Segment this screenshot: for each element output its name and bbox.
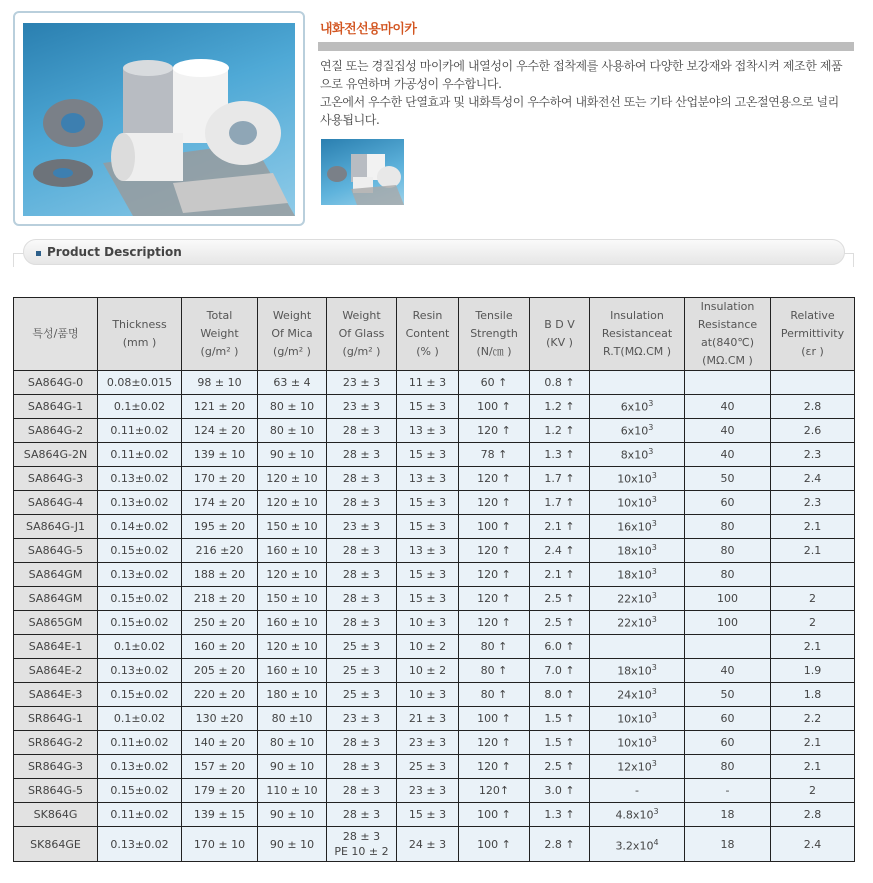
- table-cell: 0.11±0.02: [98, 443, 182, 467]
- table-header-cell: [258, 298, 327, 371]
- table-cell: 1.5 ↑: [530, 731, 590, 755]
- table-cell: 63 ± 4: [258, 371, 327, 395]
- table-header-cell: [771, 298, 855, 371]
- table-cell: 0.15±0.02: [98, 539, 182, 563]
- table-cell: 80 ↑: [459, 683, 530, 707]
- table-cell: 120 ↑: [459, 467, 530, 491]
- table-cell: 130 ±20: [182, 707, 258, 731]
- table-cell: 120 ± 10: [258, 491, 327, 515]
- table-cell: 28 ± 3: [327, 587, 397, 611]
- table-cell: 25 ± 3: [327, 659, 397, 683]
- table-cell: 15 ± 3: [397, 491, 459, 515]
- table-cell: 50: [685, 467, 771, 491]
- table-cell: SA864G-2: [14, 419, 98, 443]
- table-body: [14, 371, 855, 862]
- table-cell: [685, 635, 771, 659]
- table-cell: 120 ↑: [459, 419, 530, 443]
- table-cell: 100 ↑: [459, 395, 530, 419]
- table-cell: 0.11±0.02: [98, 803, 182, 827]
- header-line: Thickness: [112, 318, 167, 331]
- table-cell: 139 ± 15: [182, 803, 258, 827]
- section-divider-left: [13, 253, 14, 267]
- table-cell: SA864G-0: [14, 371, 98, 395]
- table-cell: [771, 371, 855, 395]
- table-cell: 25 ± 3: [397, 755, 459, 779]
- table-cell: 6.0 ↑: [530, 635, 590, 659]
- table-cell: 25 ± 3: [327, 635, 397, 659]
- table-cell: 218 ± 20: [182, 587, 258, 611]
- table-cell: 2.6: [771, 419, 855, 443]
- table-cell: $12x10^3$: [590, 755, 685, 779]
- header-line: (g/m² ): [200, 345, 239, 358]
- table-cell: 2.1: [771, 515, 855, 539]
- table-cell: 160 ± 10: [258, 659, 327, 683]
- table-cell: 18: [685, 803, 771, 827]
- table-cell: 0.15±0.02: [98, 611, 182, 635]
- table-header-cell: [530, 298, 590, 371]
- table-cell: 0.1±0.02: [98, 395, 182, 419]
- table-cell: [685, 371, 771, 395]
- table-cell: 28 ± 3 PE 10 ± 2: [327, 827, 397, 862]
- table-cell: 160 ± 10: [258, 611, 327, 635]
- header-line: (KV ): [546, 336, 573, 349]
- table-cell: 160 ± 20: [182, 635, 258, 659]
- table-cell: 40: [685, 659, 771, 683]
- table-cell: $4.8x10^3$: [590, 803, 685, 827]
- table-cell: 10 ± 2: [397, 659, 459, 683]
- table-cell: 2.1: [771, 635, 855, 659]
- header-line: Of Glass: [338, 327, 385, 340]
- header-line: (g/m² ): [342, 345, 381, 358]
- table-row: [14, 587, 855, 611]
- table-cell: SK864GE: [14, 827, 98, 862]
- table-cell: 120 ↑: [459, 755, 530, 779]
- table-row: [14, 827, 855, 862]
- table-cell: 2.1: [771, 731, 855, 755]
- table-cell: 80: [685, 563, 771, 587]
- table-cell: 18: [685, 827, 771, 862]
- table-cell: -: [685, 779, 771, 803]
- table-cell: 0.13±0.02: [98, 491, 182, 515]
- table-cell: 0.13±0.02: [98, 755, 182, 779]
- table-cell: [771, 563, 855, 587]
- table-cell: 2: [771, 611, 855, 635]
- table-cell: 15 ± 3: [397, 395, 459, 419]
- table-row: [14, 707, 855, 731]
- header-line: R.T(MΩ.CM ): [602, 345, 672, 358]
- table-cell: 2.5 ↑: [530, 611, 590, 635]
- table-cell: $10x10^3$: [590, 731, 685, 755]
- table-cell: 1.7 ↑: [530, 491, 590, 515]
- table-row: [14, 419, 855, 443]
- table-cell: 90 ± 10: [258, 755, 327, 779]
- section-divider-right: [853, 253, 854, 267]
- table-cell: 21 ± 3: [397, 707, 459, 731]
- table-cell: 28 ± 3: [327, 419, 397, 443]
- table-cell: 2.4 ↑: [530, 539, 590, 563]
- table-cell: 28 ± 3: [327, 731, 397, 755]
- table-cell: SR864G-2: [14, 731, 98, 755]
- table-cell: 120↑: [459, 779, 530, 803]
- table-cell: 2.3: [771, 443, 855, 467]
- table-header-row: [14, 298, 855, 371]
- table-cell: 0.11±0.02: [98, 419, 182, 443]
- table-cell: 170 ± 10: [182, 827, 258, 862]
- header-line: Of Mica: [271, 327, 313, 340]
- table-cell: 180 ± 10: [258, 683, 327, 707]
- table-cell: 15 ± 3: [397, 587, 459, 611]
- table-cell: 15 ± 3: [397, 803, 459, 827]
- table-cell: 0.1±0.02: [98, 635, 182, 659]
- table-cell: 0.1±0.02: [98, 707, 182, 731]
- table-row: [14, 659, 855, 683]
- header-line: Weight: [200, 327, 239, 340]
- table-cell: 150 ± 10: [258, 515, 327, 539]
- table-cell: 2.2: [771, 707, 855, 731]
- table-cell: SA864E-2: [14, 659, 98, 683]
- table-cell: 150 ± 10: [258, 587, 327, 611]
- table-cell: 90 ± 10: [258, 827, 327, 862]
- table-header-cell: [98, 298, 182, 371]
- table-row: [14, 731, 855, 755]
- table-cell: 60: [685, 731, 771, 755]
- table-cell: 2.8: [771, 395, 855, 419]
- table-cell: 0.15±0.02: [98, 779, 182, 803]
- table-cell: 40: [685, 443, 771, 467]
- table-cell: 100 ↑: [459, 803, 530, 827]
- table-row: [14, 395, 855, 419]
- table-cell: $24x10^3$: [590, 683, 685, 707]
- table-cell: SR864G-5: [14, 779, 98, 803]
- header-line: Total: [206, 309, 233, 322]
- table-cell: 2.8: [771, 803, 855, 827]
- table-cell: 1.5 ↑: [530, 707, 590, 731]
- table-row: [14, 491, 855, 515]
- table-header-cell: [182, 298, 258, 371]
- table-cell: $8x10^3$: [590, 443, 685, 467]
- table-cell: 100 ↑: [459, 707, 530, 731]
- table-cell: 120 ↑: [459, 611, 530, 635]
- bullet-square-icon: [36, 251, 41, 256]
- table-header-cell: [397, 298, 459, 371]
- table-cell: 60: [685, 491, 771, 515]
- table-cell: 23 ± 3: [397, 779, 459, 803]
- table-cell: 2.1: [771, 539, 855, 563]
- table-cell: 80 ±10: [258, 707, 327, 731]
- table-cell: 15 ± 3: [397, 563, 459, 587]
- table-header-cell: [327, 298, 397, 371]
- table-cell: 10 ± 3: [397, 683, 459, 707]
- header-line: Weight: [342, 309, 381, 322]
- table-cell: 28 ± 3: [327, 491, 397, 515]
- table-cell: SR864G-1: [14, 707, 98, 731]
- table-cell: 28 ± 3: [327, 803, 397, 827]
- table-cell: 60 ↑: [459, 371, 530, 395]
- spec-table: [13, 297, 855, 862]
- table-cell: 28 ± 3: [327, 467, 397, 491]
- product-thumbnail[interactable]: [321, 139, 404, 205]
- table-cell: 25 ± 3: [327, 683, 397, 707]
- table-cell: 174 ± 20: [182, 491, 258, 515]
- table-cell: 120 ± 10: [258, 563, 327, 587]
- table-cell: 2.5 ↑: [530, 587, 590, 611]
- table-cell: 10 ± 2: [397, 635, 459, 659]
- table-cell: 80: [685, 515, 771, 539]
- table-cell: $6x10^3$: [590, 419, 685, 443]
- table-cell: 2.3: [771, 491, 855, 515]
- table-cell: 80: [685, 755, 771, 779]
- table-cell: 15 ± 3: [397, 443, 459, 467]
- table-cell: 2.4: [771, 827, 855, 862]
- table-cell: 124 ± 20: [182, 419, 258, 443]
- header-line: Resistanceat: [601, 327, 673, 340]
- header-line: Weight: [272, 309, 312, 322]
- table-cell: 2.1: [771, 755, 855, 779]
- table-row: [14, 563, 855, 587]
- table-cell: 11 ± 3: [397, 371, 459, 395]
- table-cell: SA864G-3: [14, 467, 98, 491]
- header-line: (εr ): [801, 345, 824, 358]
- table-cell: 28 ± 3: [327, 539, 397, 563]
- table-cell: 80 ↑: [459, 659, 530, 683]
- table-cell: 2.1 ↑: [530, 563, 590, 587]
- table-cell: 0.08±0.015: [98, 371, 182, 395]
- table-cell: 10 ± 3: [397, 611, 459, 635]
- table-cell: $10x10^3$: [590, 491, 685, 515]
- table-cell: 40: [685, 419, 771, 443]
- table-cell: SA864G-J1: [14, 515, 98, 539]
- table-cell: 23 ± 3: [327, 395, 397, 419]
- table-cell: 0.13±0.02: [98, 659, 182, 683]
- table-cell: 98 ± 10: [182, 371, 258, 395]
- table-cell: SA864GM: [14, 587, 98, 611]
- table-cell: $22x10^3$: [590, 587, 685, 611]
- table-cell: 80 ± 10: [258, 419, 327, 443]
- table-cell: 220 ± 20: [182, 683, 258, 707]
- table-cell: 0.13±0.02: [98, 827, 182, 862]
- table-row: [14, 635, 855, 659]
- table-cell: 120 ± 10: [258, 635, 327, 659]
- product-title: 내화전선용마이카: [320, 22, 417, 37]
- description-paragraph-2: 고온에서 우수한 단열효과 및 내화특성이 우수하여 내화전선 또는 기타 산업분야의 고온절연용으로 널리 사용됩니다.: [320, 95, 839, 127]
- table-cell: 250 ± 20: [182, 611, 258, 635]
- table-header-cell: [459, 298, 530, 371]
- table-row: [14, 371, 855, 395]
- header-line: Relative: [790, 309, 835, 322]
- table-cell: 13 ± 3: [397, 419, 459, 443]
- table-cell: SA864G-2N: [14, 443, 98, 467]
- header-line: Tensile: [475, 309, 513, 322]
- table-cell: 140 ± 20: [182, 731, 258, 755]
- section-header: [23, 239, 845, 265]
- table-header-cell: [14, 298, 98, 371]
- header-line: (g/m² ): [273, 345, 311, 358]
- product-photo: [23, 23, 295, 216]
- header-line: Resin: [412, 309, 443, 322]
- table-cell: $10x10^3$: [590, 707, 685, 731]
- table-cell: 100 ↑: [459, 515, 530, 539]
- header-line: (MΩ.CM ): [702, 354, 753, 367]
- table-row: [14, 515, 855, 539]
- header-line: 특성/품명: [32, 327, 79, 340]
- table-cell: SK864G: [14, 803, 98, 827]
- table-cell: 8.0 ↑: [530, 683, 590, 707]
- table-cell: 23 ± 3: [397, 731, 459, 755]
- table-cell: 120 ↑: [459, 539, 530, 563]
- table-cell: 205 ± 20: [182, 659, 258, 683]
- table-cell: $18x10^3$: [590, 563, 685, 587]
- table-header-cell: [590, 298, 685, 371]
- table-cell: 2.5 ↑: [530, 755, 590, 779]
- title-underline: [318, 42, 854, 51]
- table-cell: 7.0 ↑: [530, 659, 590, 683]
- header-line: B D V: [544, 318, 575, 331]
- table-row: [14, 443, 855, 467]
- header-line: Insulation: [700, 300, 755, 313]
- table-cell: SA864G-5: [14, 539, 98, 563]
- table-header-cell: [685, 298, 771, 371]
- table-row: [14, 539, 855, 563]
- table-row: [14, 779, 855, 803]
- header-line: Strength: [470, 327, 518, 340]
- table-cell: 40: [685, 395, 771, 419]
- table-row: [14, 611, 855, 635]
- table-row: [14, 803, 855, 827]
- table-cell: -: [590, 779, 685, 803]
- header-line: Resistance: [697, 318, 758, 331]
- table-cell: 24 ± 3: [397, 827, 459, 862]
- table-cell: SA864E-3: [14, 683, 98, 707]
- table-cell: 28 ± 3: [327, 443, 397, 467]
- table-cell: 23 ± 3: [327, 515, 397, 539]
- table-cell: 28 ± 3: [327, 779, 397, 803]
- table-cell: SA864GM: [14, 563, 98, 587]
- table-cell: [590, 635, 685, 659]
- table-cell: 139 ± 10: [182, 443, 258, 467]
- table-cell: 2.4: [771, 467, 855, 491]
- table-cell: 90 ± 10: [258, 803, 327, 827]
- table-cell: SA864G-4: [14, 491, 98, 515]
- header-line: (% ): [416, 345, 439, 358]
- table-cell: 100 ↑: [459, 827, 530, 862]
- table-cell: SA865GM: [14, 611, 98, 635]
- header-line: Content: [405, 327, 450, 340]
- table-cell: 80: [685, 539, 771, 563]
- table-cell: 120 ± 10: [258, 467, 327, 491]
- table-cell: SA864E-1: [14, 635, 98, 659]
- table-cell: $22x10^3$: [590, 611, 685, 635]
- table-cell: 157 ± 20: [182, 755, 258, 779]
- table-cell: 80 ± 10: [258, 395, 327, 419]
- table-cell: 13 ± 3: [397, 539, 459, 563]
- table-cell: 1.7 ↑: [530, 467, 590, 491]
- table-cell: [590, 371, 685, 395]
- header-line: (mm ): [122, 336, 157, 349]
- product-photo-frame: [13, 11, 305, 226]
- description-paragraph-1: 연질 또는 경질집성 마이카에 내열성이 우수한 접착제를 사용하여 다양한 보강재와 접착시켜 제조한 제품으로 유연하며 가공성이 우수합니다.: [320, 59, 843, 91]
- table-cell: 28 ± 3: [327, 563, 397, 587]
- table-cell: 90 ± 10: [258, 443, 327, 467]
- table-cell: 110 ± 10: [258, 779, 327, 803]
- table-cell: 0.8 ↑: [530, 371, 590, 395]
- table-cell: 78 ↑: [459, 443, 530, 467]
- table-cell: 1.9: [771, 659, 855, 683]
- table-cell: 195 ± 20: [182, 515, 258, 539]
- table-row: [14, 755, 855, 779]
- table-cell: 0.15±0.02: [98, 683, 182, 707]
- table-cell: 13 ± 3: [397, 467, 459, 491]
- table-cell: 15 ± 3: [397, 515, 459, 539]
- table-cell: 0.13±0.02: [98, 467, 182, 491]
- table-row: [14, 467, 855, 491]
- table-cell: $18x10^3$: [590, 659, 685, 683]
- table-cell: 1.3 ↑: [530, 803, 590, 827]
- table-cell: 216 ±20: [182, 539, 258, 563]
- table-cell: 28 ± 3: [327, 755, 397, 779]
- table-cell: 1.2 ↑: [530, 395, 590, 419]
- table-cell: 188 ± 20: [182, 563, 258, 587]
- table-cell: 2.8 ↑: [530, 827, 590, 862]
- table-cell: 170 ± 20: [182, 467, 258, 491]
- table-cell: 160 ± 10: [258, 539, 327, 563]
- table-cell: 2.1 ↑: [530, 515, 590, 539]
- table-cell: 1.8: [771, 683, 855, 707]
- table-cell: $3.2x10^4$: [590, 827, 685, 862]
- table-cell: 120 ↑: [459, 587, 530, 611]
- table-cell: 179 ± 20: [182, 779, 258, 803]
- section-title: Product Description: [47, 245, 182, 259]
- table-cell: 1.3 ↑: [530, 443, 590, 467]
- table-cell: 2: [771, 587, 855, 611]
- header-line: Permittivity: [780, 327, 845, 340]
- table-cell: SR864G-3: [14, 755, 98, 779]
- table-cell: 121 ± 20: [182, 395, 258, 419]
- table-cell: 0.13±0.02: [98, 563, 182, 587]
- table-cell: 120 ↑: [459, 563, 530, 587]
- table-cell: 23 ± 3: [327, 371, 397, 395]
- table-cell: 120 ↑: [459, 731, 530, 755]
- table-cell: SA864G-1: [14, 395, 98, 419]
- header-line: at(840℃): [701, 336, 754, 349]
- table-cell: $10x10^3$: [590, 467, 685, 491]
- table-cell: 28 ± 3: [327, 611, 397, 635]
- product-description: [320, 57, 852, 129]
- header-line: Insulation: [610, 309, 664, 322]
- table-cell: 2: [771, 779, 855, 803]
- header-line: (N/㎝ ): [476, 345, 512, 358]
- table-cell: 60: [685, 707, 771, 731]
- table-cell: 80 ↑: [459, 635, 530, 659]
- table-cell: 100: [685, 587, 771, 611]
- table-cell: 23 ± 3: [327, 707, 397, 731]
- table-cell: 0.11±0.02: [98, 731, 182, 755]
- table-cell: 80 ± 10: [258, 731, 327, 755]
- table-cell: 1.2 ↑: [530, 419, 590, 443]
- table-cell: $18x10^3$: [590, 539, 685, 563]
- table-cell: 50: [685, 683, 771, 707]
- table-cell: 120 ↑: [459, 491, 530, 515]
- table-cell: 0.14±0.02: [98, 515, 182, 539]
- table-cell: $16x10^3$: [590, 515, 685, 539]
- table-cell: 0.15±0.02: [98, 587, 182, 611]
- table-cell: 100: [685, 611, 771, 635]
- table-cell: $6x10^3$: [590, 395, 685, 419]
- table-cell: 3.0 ↑: [530, 779, 590, 803]
- table-row: [14, 683, 855, 707]
